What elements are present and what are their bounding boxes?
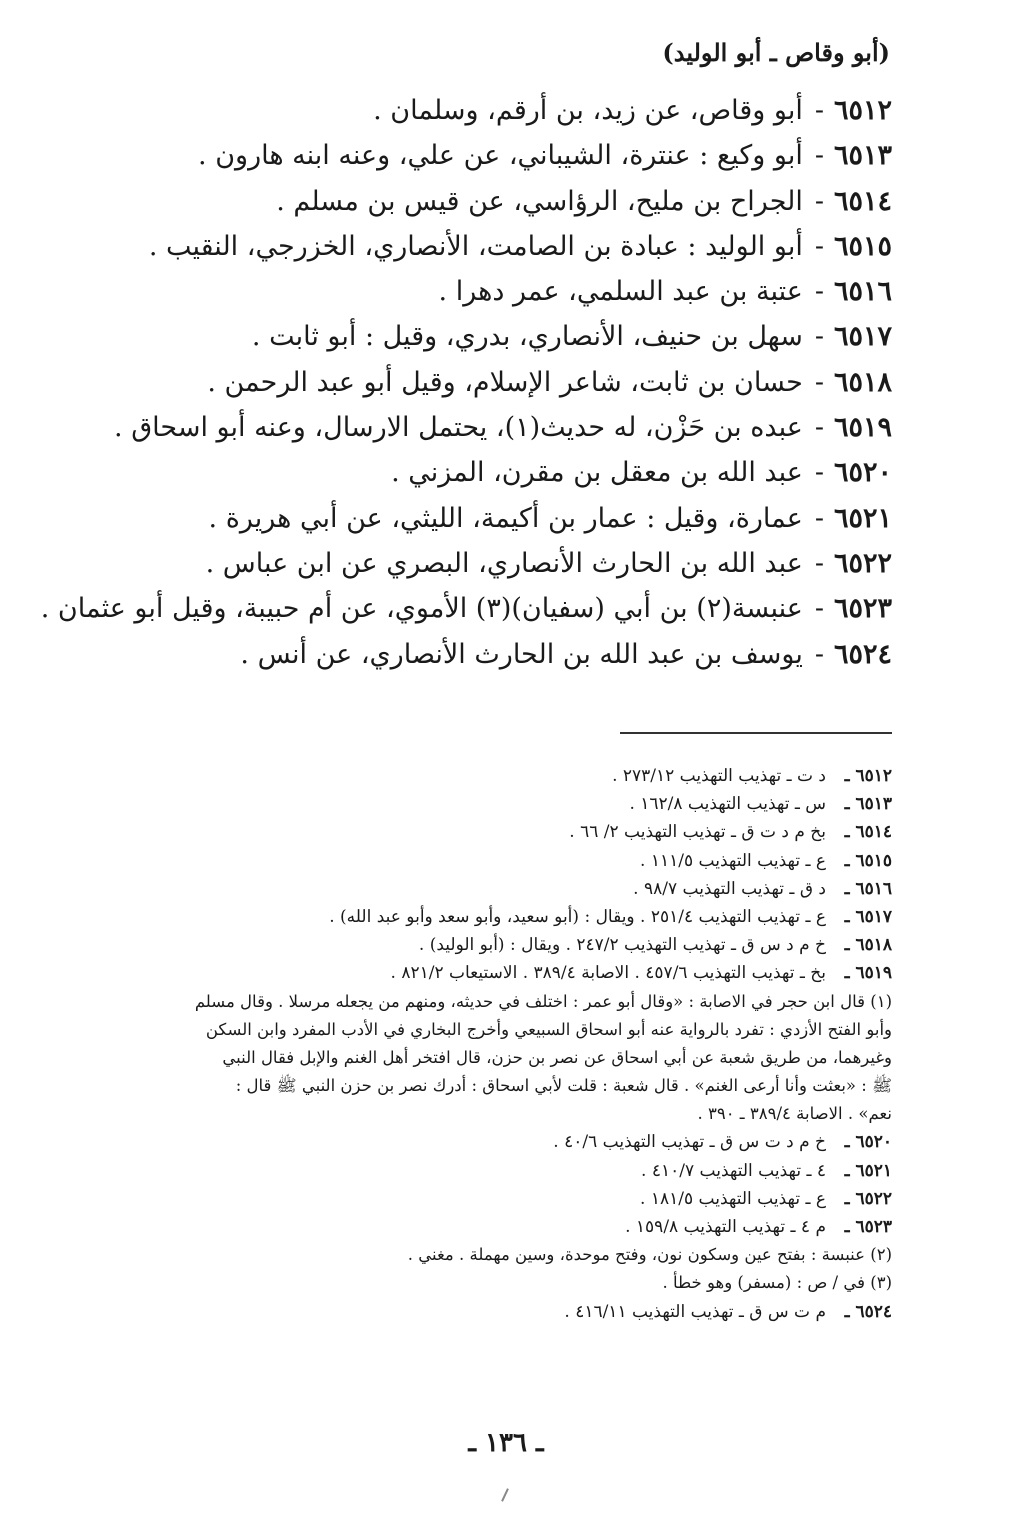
note-number: ٦٥٢٠ ـ [844, 1132, 892, 1153]
footnote-1-line: وغيرهما، من طريق شعبة عن أبي اسحاق عن نصر بن حزن، قال افتخر أهل الغنم والإبل فقال النبي [222, 1047, 892, 1067]
entry-text: أبو وكيع : عنترة، الشيباني، عن علي، وعنه ابنه هارون . [198, 140, 803, 172]
note-row [92, 1298, 892, 1326]
note-text: ٤ ـ تهذيب التهذيب ٤١٠/٧ . [641, 1160, 826, 1181]
entry-number: ٦٥١٥ [833, 230, 892, 262]
entry-number: ٦٥٢٠ [833, 457, 892, 489]
entry-text: عتبة بن عبد السلمي، عمر دهرا . [438, 276, 803, 308]
note-number: ٦٥١٥ ـ [844, 850, 892, 871]
note-number: ٦٥١٩ ـ [844, 963, 892, 984]
note-number: ٦٥١٦ ـ [844, 878, 892, 899]
entry-number: ٦٥٢٣ [833, 593, 892, 625]
footnote-divider [620, 732, 892, 734]
entry: ٦٥٢٣ - عنبسة(٢) بن أبي (سفيان)(٣) الأموي، عن أم حبيبة، وقيل أبو عثمان . [92, 586, 892, 631]
footnote-1-line: وأبو الفتح الأزدي : تفرد بالرواية عنه أبو اسحاق السبيعي وأخرج البخاري في الأدب المفرد وابن السكن [205, 1019, 892, 1039]
footnote-2: (٢) عنبسة : بفتح عين وسكون نون، وفتح موحدة، وسين مهملة . مغني . [407, 1245, 892, 1265]
entry-text: عبد الله بن معقل بن مقرن، المزني . [391, 457, 803, 489]
entry: ٦٥٢٤ - يوسف بن عبد الله بن الحارث الأنصاري، عن أنس . [92, 632, 892, 677]
entry-number: ٦٥١٨ [833, 366, 892, 398]
entry-number: ٦٥٢٤ [833, 638, 892, 670]
entry-text: يوسف بن عبد الله بن الحارث الأنصاري، عن أنس . [240, 638, 803, 670]
note-text: ع ـ تهذيب التهذيب ١١١/٥ . [640, 850, 826, 871]
note-number: ٦٥٢٤ ـ [844, 1301, 892, 1322]
footnote-1-line: نعم» . الاصابة ٣٨٩/٤ ـ ٣٩٠ . [697, 1104, 892, 1124]
entry-text: عمارة، وقيل : عمار بن أكيمة، الليثي، عن أبي هريرة . [208, 502, 803, 534]
entry-text: عبده بن حَزْن، له حديث(١)، يحتمل الارسال، وعنه أبو اسحاق . [114, 412, 803, 444]
running-header: (أبو وقاص ـ أبو الوليد) [662, 38, 890, 67]
note-text: خ م د ت س ق ـ تهذيب التهذيب ٤٠/٦ . [553, 1132, 826, 1153]
note-number: ٦٥٢٢ ـ [844, 1188, 892, 1209]
entry-text: سهل بن حنيف، الأنصاري، بدري، وقيل : أبو ثابت . [251, 321, 803, 353]
note-text: خ م د س ق ـ تهذيب التهذيب ٢٤٧/٢ . ويقال : (أبو الوليد) . [418, 935, 826, 956]
note-text: ع ـ تهذيب التهذيب ١٨١/٥ . [640, 1188, 826, 1209]
note-text: س ـ تهذيب التهذيب ١٦٢/٨ . [629, 794, 826, 815]
note-number: ٦٥٢١ ـ [844, 1160, 892, 1181]
note-row [92, 875, 892, 903]
entry-text: عبد الله بن الحارث الأنصاري، البصري عن ابن عباس . [205, 547, 803, 579]
note-number: ٦٥١٣ ـ [844, 794, 892, 815]
footnote-1-line: ﷺ : «بعثت وأنا أرعى الغنم» . قال شعبة : قلت لأبي اسحاق : أدرك نصر بن حزن النبي ﷺ قال : [235, 1076, 892, 1096]
entry: ٦٥١٨ - حسان بن ثابت، شاعر الإسلام، وقيل أبو عبد الرحمن . [92, 360, 892, 405]
footnote-1-line: (١) قال ابن حجر في الاصابة : «وقال أبو عمر : اختلف في حديثه، ومنهم من يجعله مرسلا . وقال مسلم [194, 991, 892, 1011]
entry-number: ٦٥١٧ [833, 321, 892, 353]
entry-text: الجراح بن مليح، الرؤاسي، عن قيس بن مسلم . [276, 185, 803, 217]
note-text: م ت س ق ـ تهذيب التهذيب ٤١٦/١١ . [564, 1301, 826, 1322]
entry: ٦٥٢١ - عمارة، وقيل : عمار بن أكيمة، الليثي، عن أبي هريرة . [92, 496, 892, 541]
page-number: ـ ١٣٦ ـ [468, 1428, 544, 1458]
note-text: د ق ـ تهذيب التهذيب ٩٨/٧ . [633, 878, 826, 899]
entry: ٦٥٢٠ - عبد الله بن معقل بن مقرن، المزني . [92, 450, 892, 495]
note-number: ٦٥٢٣ ـ [844, 1217, 892, 1237]
note-row [92, 762, 892, 790]
entry: ٦٥١٤ - الجراح بن مليح، الرؤاسي، عن قيس بن مسلم . [92, 179, 892, 224]
entry: ٦٥١٩ - عبده بن حَزْن، له حديث(١)، يحتمل الارسال، وعنه أبو اسحاق . [92, 405, 892, 450]
note-row [92, 847, 892, 875]
note-number: ٦٥١٤ ـ [844, 822, 892, 843]
entry-number: ٦٥٢٢ [833, 547, 892, 579]
entry: ٦٥٢٢ - عبد الله بن الحارث الأنصاري، البصري عن ابن عباس . [92, 541, 892, 586]
entry: ٦٥١٢ - أبو وقاص، عن زيد، بن أرقم، وسلمان . [92, 88, 892, 133]
stray-pen-mark [501, 1488, 509, 1502]
note-row [92, 1157, 892, 1185]
note-row [92, 903, 892, 931]
note-number: ٦٥١٨ ـ [844, 935, 892, 956]
entry-number: ٦٥١٩ [833, 412, 892, 444]
entry: ٦٥١٧ - سهل بن حنيف، الأنصاري، بدري، وقيل : أبو ثابت . [92, 314, 892, 359]
footnote-3: (٣) في / ص : (مسفر) وهو خطأ . [662, 1273, 892, 1293]
note-row [92, 1185, 892, 1213]
note-row [92, 959, 892, 987]
note-text: بخ م د ت ق ـ تهذيب التهذيب ٢/ ٦٦ . [569, 822, 826, 843]
note-text: د ت ـ تهذيب التهذيب ٢٧٣/١٢ . [612, 766, 826, 786]
entry: ٦٥١٦ - عتبة بن عبد السلمي، عمر دهرا . [92, 269, 892, 314]
entry: ٦٥١٥ - أبو الوليد : عبادة بن الصامت، الأنصاري، الخزرجي، النقيب . [92, 224, 892, 269]
entries-list [40, 88, 892, 677]
note-number: ٦٥١٢ ـ [844, 766, 892, 786]
entry: ٦٥١٣ - أبو وكيع : عنترة، الشيباني، عن علي، وعنه ابنه هارون . [92, 133, 892, 178]
note-text: بخ ـ تهذيب التهذيب ٤٥٧/٦ . الاصابة ٣٨٩/٤ . الاستيعاب ٨٢١/٢ . [390, 963, 826, 984]
note-text: م ٤ ـ تهذيب التهذيب ١٥٩/٨ . [625, 1217, 826, 1237]
entry-text: عنبسة(٢) بن أبي (سفيان)(٣) الأموي، عن أم حبيبة، وقيل أبو عثمان . [40, 593, 803, 625]
footnotes [92, 762, 892, 1326]
entry-number: ٦٥٢١ [833, 502, 892, 534]
note-row [92, 790, 892, 818]
entry-text: أبو وقاص، عن زيد، بن أرقم، وسلمان . [373, 95, 803, 126]
entry-number: ٦٥١٤ [833, 185, 892, 217]
note-row [92, 931, 892, 959]
entry-text: حسان بن ثابت، شاعر الإسلام، وقيل أبو عبد الرحمن . [207, 366, 803, 398]
entry-number: ٦٥١٢ [833, 95, 892, 126]
entry-number: ٦٥١٦ [833, 276, 892, 308]
note-row [92, 818, 892, 846]
note-row [92, 1128, 892, 1156]
note-number: ٦٥١٧ ـ [844, 906, 892, 927]
entry-number: ٦٥١٣ [833, 140, 892, 172]
note-text: ع ـ تهذيب التهذيب ٢٥١/٤ . ويقال : (أبو سعيد، وأبو سعد وأبو عبد الله) . [329, 906, 826, 927]
entry-text: أبو الوليد : عبادة بن الصامت، الأنصاري، الخزرجي، النقيب . [148, 230, 803, 262]
note-row [92, 1213, 892, 1241]
